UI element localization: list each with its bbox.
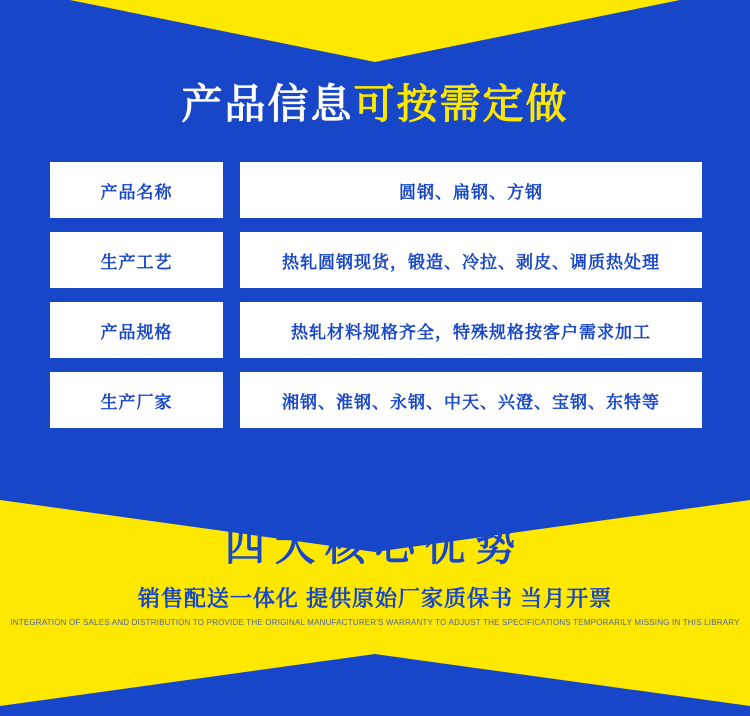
spec-table — [50, 162, 702, 442]
spec-value: 圆钢、扁钢、方钢 — [240, 162, 702, 218]
advantages-title: 四大核心优势 — [225, 525, 525, 569]
table-row — [50, 232, 702, 288]
advantages-section — [0, 490, 750, 716]
page-title-primary: 产品信息 — [181, 81, 354, 127]
table-row — [50, 302, 702, 358]
spec-value: 热轧材料规格齐全，特殊规格按客户需求加工 — [240, 302, 702, 358]
spec-value: 热轧圆钢现货，锻造、冷拉、剥皮、调质热处理 — [240, 232, 702, 288]
bottom-chevron-decoration — [0, 644, 750, 716]
spec-gap — [223, 372, 240, 428]
spec-gap — [223, 302, 240, 358]
page-title-secondary: 可按需定做 — [353, 81, 569, 127]
spec-value: 湘钢、淮钢、永钢、中天、兴澄、宝钢、东特等 — [240, 372, 702, 428]
spec-label: 生产工艺 — [50, 232, 223, 288]
table-row — [50, 162, 702, 218]
spec-label: 生产厂家 — [50, 372, 223, 428]
advantages-subtitle: 销售配送一体化 提供原始厂家质保书 当月开票 — [137, 586, 613, 611]
table-row — [50, 372, 702, 428]
spec-gap — [223, 162, 240, 218]
spec-gap — [223, 232, 240, 288]
page-title — [0, 82, 750, 127]
advantages-english-caption: INTEGRATION OF SALES AND DISTRIBUTION TO PROVIDE THE ORIGINAL MANUFACTURER'S WARRANTY TO ADJUST THE SPECIFICATIONS TEMPORARILY MISSING IN THIS LIBRARY — [10, 618, 740, 627]
spec-label: 产品名称 — [50, 162, 223, 218]
spec-label: 产品规格 — [50, 302, 223, 358]
